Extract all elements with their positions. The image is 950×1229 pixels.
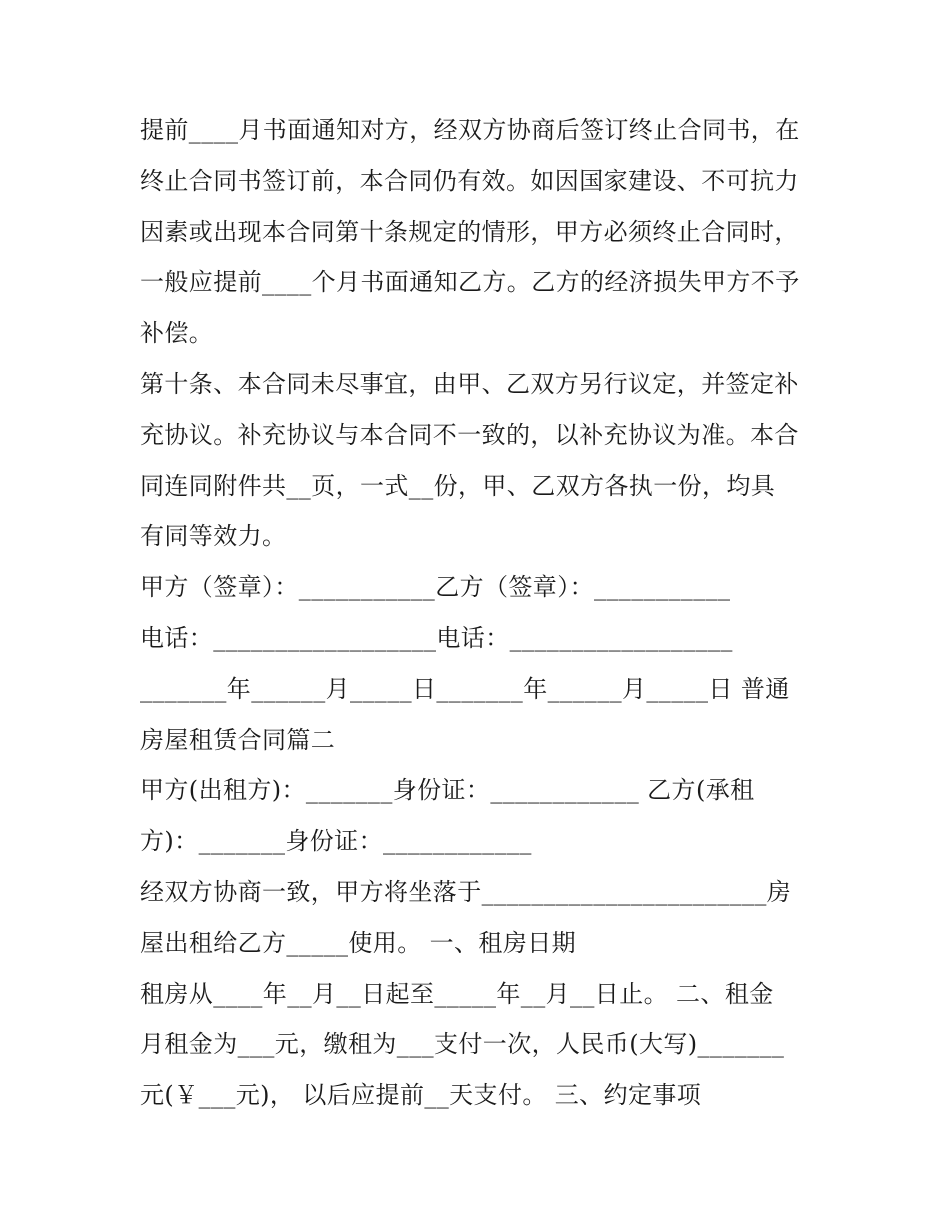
text-line: 同连同附件共__页，一式__份，甲、乙双方各执一份，均具 bbox=[140, 471, 776, 500]
text-line: 租房从____年__月__日起至_____年__月__日止。 二、租金 bbox=[140, 979, 774, 1008]
text-line: 充协议。补充协议与本合同不一致的，以补充协议为准。本合 bbox=[140, 420, 799, 449]
text-line: 月租金为___元，缴租为___支付一次，人民币(大写)_______ bbox=[140, 1030, 785, 1059]
text-line: 经双方协商一致，甲方将坐落于_______________________房 bbox=[140, 877, 792, 906]
text-line: 因素或出现本合同第十条规定的情形，甲方必须终止合同时， bbox=[140, 217, 799, 246]
text-line: 补偿。 bbox=[140, 319, 214, 348]
text-line: 有同等效力。 bbox=[140, 522, 287, 551]
text-line: 一般应提前____个月书面通知乙方。乙方的经济损失甲方不予 bbox=[140, 268, 800, 297]
phone-line: 电话：__________________电话：__________________ bbox=[140, 623, 733, 652]
section-title: 房屋租赁合同篇二 bbox=[140, 725, 336, 754]
text-line: 第十条、本合同未尽事宜，由甲、乙双方另行议定，并签定补 bbox=[140, 369, 799, 398]
text-line: 甲方(出租方)：_______身份证：____________ 乙方(承租 bbox=[140, 776, 755, 805]
text-line: 提前____月书面通知对方，经双方协商后签订终止合同书，在 bbox=[140, 116, 800, 144]
text-line: 终止合同书签订前，本合同仍有效。如因国家建设、不可抗力 bbox=[140, 166, 799, 195]
text-line: 方)：_______身份证：____________ bbox=[140, 827, 532, 856]
date-line: _______年______月_____日_______年______月_____日 普通 bbox=[140, 674, 790, 703]
text-line: 元(￥___元)， 以后应提前__天支付。 三、约定事项 bbox=[140, 1081, 702, 1110]
signature-line: 甲方（签章）：___________乙方（签章）：___________ bbox=[140, 573, 731, 602]
contract-body bbox=[140, 105, 820, 1121]
text-line: 屋出租给乙方_____使用。 一、租房日期 bbox=[140, 928, 577, 957]
